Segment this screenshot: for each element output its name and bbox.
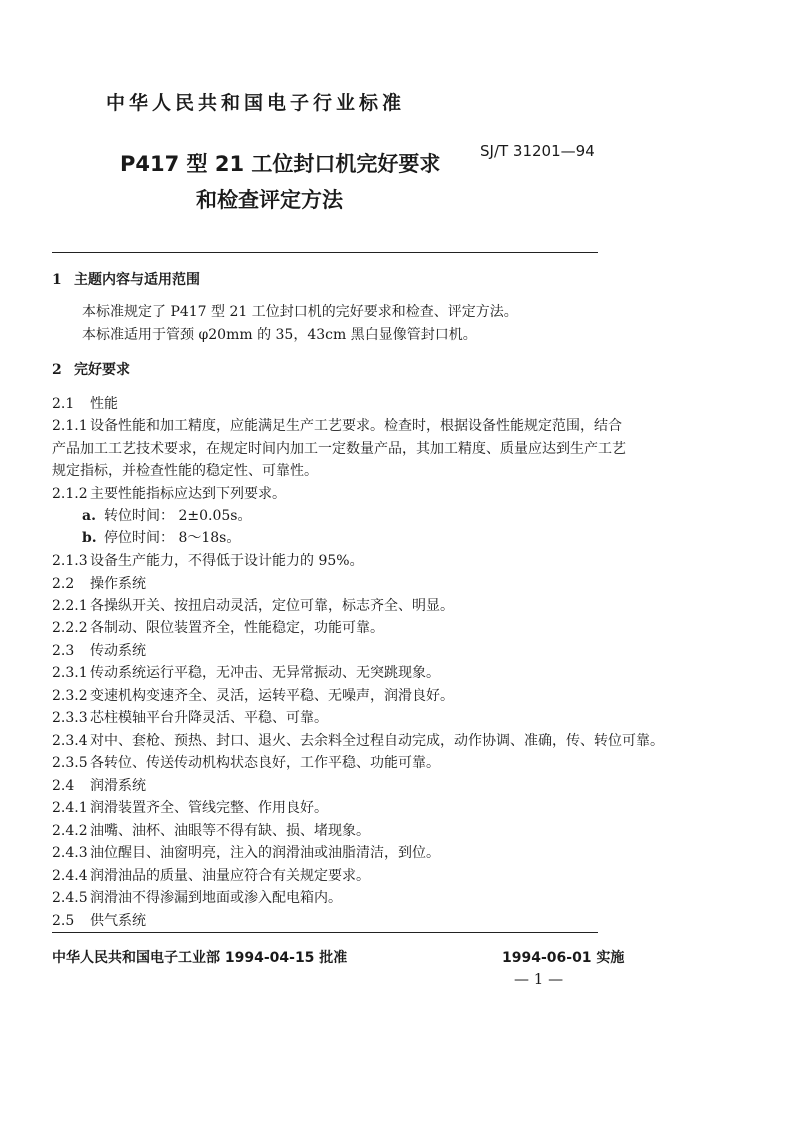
- section-s244: [52, 868, 370, 884]
- section-text: 主题内容与适用范围: [74, 272, 200, 288]
- section-s1: [52, 272, 200, 288]
- section-s212b: [82, 530, 240, 546]
- section-text: 本标准适用于管颈 φ20mm 的 35，43cm 黑白显像管封口机。: [82, 327, 477, 343]
- section-number: 2.3.3: [52, 710, 88, 726]
- section-number: 2.3.2: [52, 688, 88, 704]
- section-number: 2.4.3: [52, 845, 88, 861]
- section-number: 2.3: [52, 643, 75, 659]
- section-s2: [52, 362, 130, 378]
- section-text: 润滑油不得渗漏到地面或渗入配电箱内。: [90, 890, 342, 906]
- document-title-line-1: P417 型 21 工位封口机完好要求: [120, 152, 441, 176]
- section-s211a: [52, 418, 622, 434]
- section-s221: [52, 598, 454, 614]
- approval-line: 中华人民共和国电子工业部 1994-04-15 批准: [52, 950, 348, 966]
- section-s245: [52, 890, 342, 906]
- section-s233: [52, 710, 328, 726]
- section-text: 性能: [90, 396, 118, 412]
- section-text: 停位时间： 8～18s。: [104, 530, 241, 546]
- document-title-line-2: 和检查评定方法: [196, 188, 343, 212]
- standard-number: SJ/T 31201—94: [480, 142, 595, 160]
- section-s24: [52, 778, 146, 794]
- section-s234: [52, 733, 664, 749]
- section-s213: [52, 553, 364, 569]
- section-text: 操作系统: [90, 576, 146, 592]
- section-s231: [52, 665, 440, 681]
- section-number: 2.3.4: [52, 733, 88, 749]
- section-text: 规定指标，并检查性能的稳定性、可靠性。: [52, 463, 318, 479]
- section-text: 设备性能和加工精度，应能满足生产工艺要求。检查时，根据设备性能规定范围，结合: [90, 418, 622, 434]
- section-number: 2.2: [52, 576, 75, 592]
- section-text: 本标准规定了 P417 型 21 工位封口机的完好要求和检查、评定方法。: [82, 304, 518, 320]
- section-s23: [52, 643, 146, 659]
- section-text: 转位时间： 2±0.05s。: [104, 508, 252, 524]
- section-number: 2.5: [52, 913, 75, 929]
- section-s241: [52, 800, 328, 816]
- section-number: 2.4.2: [52, 823, 88, 839]
- section-number: 2.4: [52, 778, 75, 794]
- section-s212: [52, 486, 286, 502]
- section-number: 2.4.1: [52, 800, 88, 816]
- implementation-date: 1994-06-01 实施: [502, 950, 625, 966]
- section-s232: [52, 688, 454, 704]
- section-text: 润滑装置齐全、管线完整、作用良好。: [90, 800, 328, 816]
- section-number: 2.1: [52, 396, 75, 412]
- section-number: 2: [52, 362, 62, 378]
- page-number: — 1 —: [514, 970, 564, 988]
- section-text: 润滑系统: [90, 778, 146, 794]
- section-number: 2.2.2: [52, 620, 88, 636]
- section-text: 产品加工工艺技术要求，在规定时间内加工一定数量产品，其加工精度、质量应达到生产工艺: [52, 441, 626, 457]
- section-p1a: [82, 304, 518, 320]
- section-number: a.: [82, 508, 96, 524]
- section-number: 2.1.2: [52, 486, 88, 502]
- section-number: 1: [52, 272, 62, 288]
- section-s235: [52, 755, 440, 771]
- section-number: 2.2.1: [52, 598, 88, 614]
- section-number: 2.3.5: [52, 755, 88, 771]
- section-number: 2.4.5: [52, 890, 88, 906]
- section-s211c: [52, 463, 318, 479]
- section-text: 对中、套枪、预热、封口、退火、去余料全过程自动完成，动作协调、准确，传、转位可靠。: [90, 733, 664, 749]
- section-text: 各制动、限位装置齐全，性能稳定，功能可靠。: [90, 620, 384, 636]
- section-text: 供气系统: [90, 913, 146, 929]
- section-s242: [52, 823, 370, 839]
- section-s22: [52, 576, 146, 592]
- section-text: 润滑油品的质量、油量应符合有关规定要求。: [90, 868, 370, 884]
- section-number: 2.1.3: [52, 553, 88, 569]
- section-number: b.: [82, 530, 97, 546]
- top-divider: [52, 252, 598, 253]
- section-number: 2.3.1: [52, 665, 88, 681]
- section-text: 芯柱模轴平台升降灵活、平稳、可靠。: [90, 710, 328, 726]
- bottom-divider: [52, 932, 598, 933]
- section-s25: [52, 913, 146, 929]
- section-text: 各操纵开关、按扭启动灵活，定位可靠，标志齐全、明显。: [90, 598, 454, 614]
- section-s211b: [52, 441, 626, 457]
- section-text: 传动系统运行平稳，无冲击、无异常振动、无突跳现象。: [90, 665, 440, 681]
- section-text: 油嘴、油杯、油眼等不得有缺、损、堵现象。: [90, 823, 370, 839]
- section-number: 2.1.1: [52, 418, 88, 434]
- section-text: 变速机构变速齐全、灵活，运转平稳、无噪声，润滑良好。: [90, 688, 454, 704]
- section-s212a: [82, 508, 251, 524]
- section-text: 完好要求: [74, 362, 130, 378]
- section-number: 2.4.4: [52, 868, 88, 884]
- section-s243: [52, 845, 440, 861]
- section-p1b: [82, 327, 477, 343]
- section-s222: [52, 620, 384, 636]
- issuing-body-header: 中华人民共和国电子行业标准: [106, 92, 406, 114]
- section-text: 设备生产能力，不得低于设计能力的 95%。: [90, 553, 364, 569]
- section-text: 传动系统: [90, 643, 146, 659]
- section-text: 主要性能指标应达到下列要求。: [90, 486, 286, 502]
- section-text: 油位醒目、油窗明亮，注入的润滑油或油脂清洁，到位。: [90, 845, 440, 861]
- section-text: 各转位、传送传动机构状态良好，工作平稳、功能可靠。: [90, 755, 440, 771]
- section-s21: [52, 396, 118, 412]
